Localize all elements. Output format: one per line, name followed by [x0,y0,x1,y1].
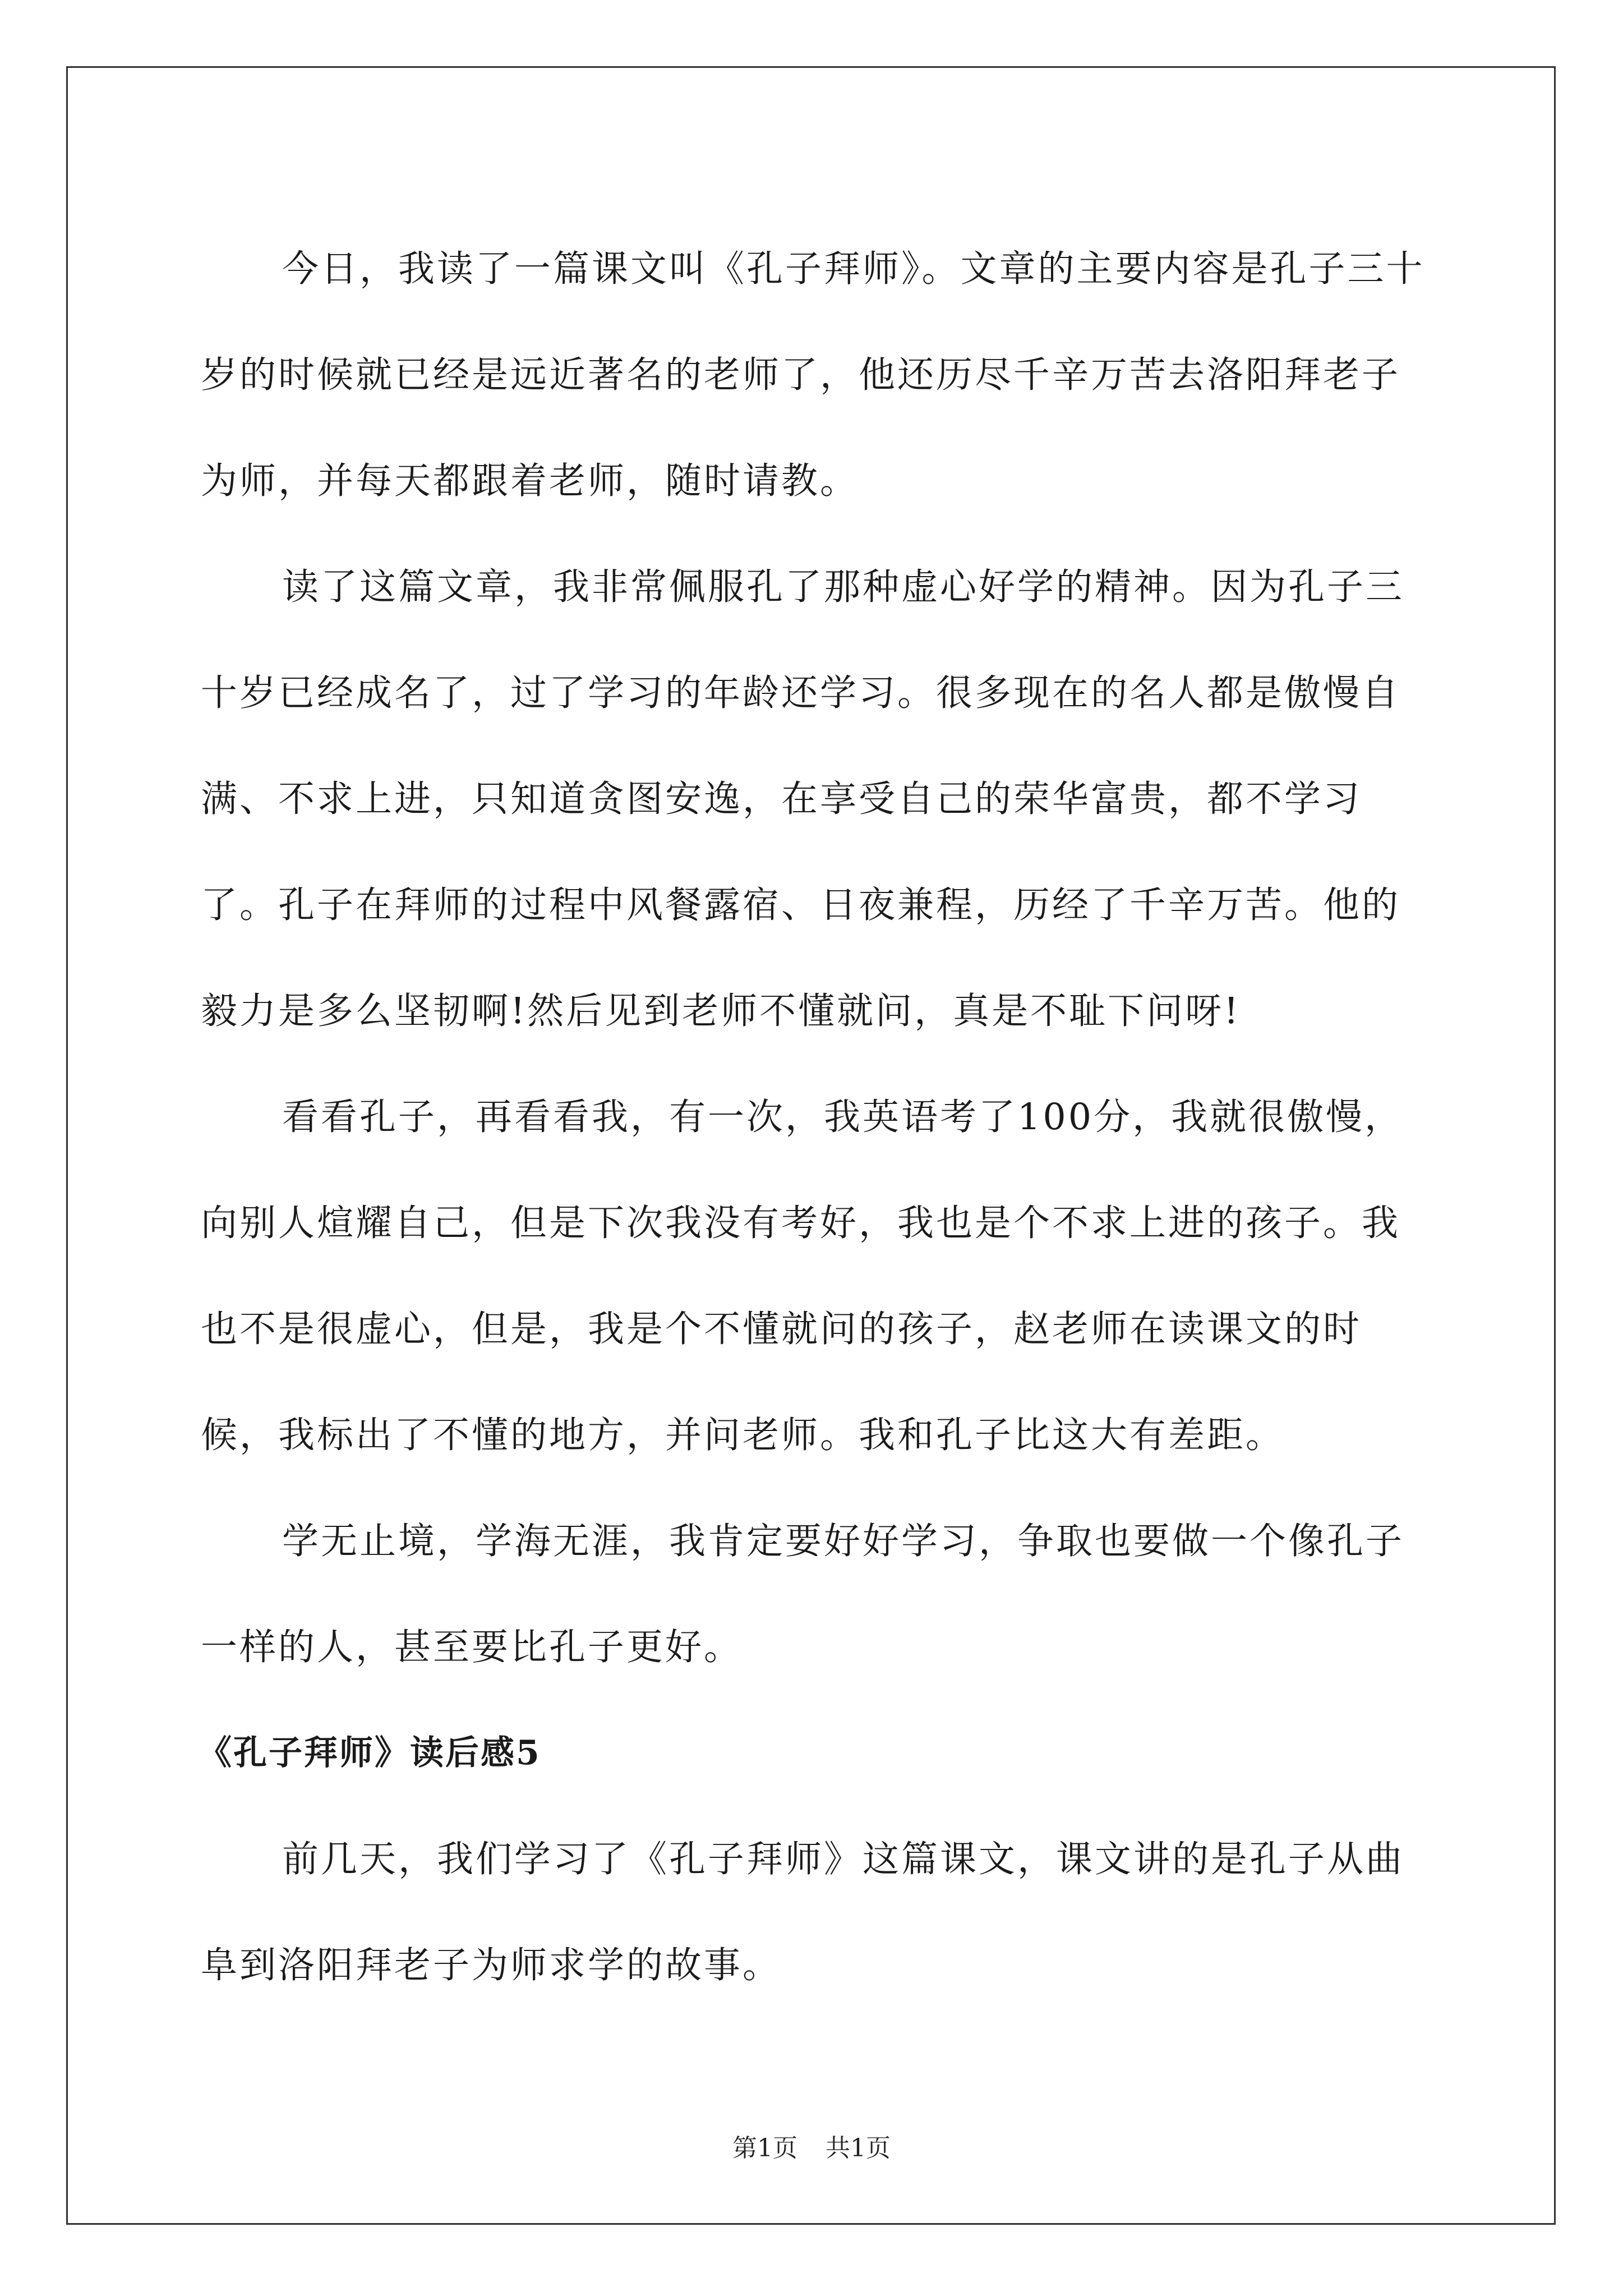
section-heading: 《孔子拜师》读后感5 [198,1733,541,1773]
page-total: 共1页 [826,2134,891,2162]
paragraph-1: 今日，我读了一篇课文叫《孔子拜师》。文章的主要内容是孔子三十岁的时候就已经是远近著名的老师了，他还历尽千辛万苦去洛阳拜老子为师，并每天都跟着老师，随时请教。 [201,248,1425,502]
document-body [198,216,1435,2018]
section-paragraph-1: 前几天，我们学习了《孔子拜师》这篇课文，课文讲的是孔子从曲阜到洛阳拜老子为师求学的故事。 [201,1838,1405,1986]
paragraph-3: 看看孔子，再看看我，有一次，我英语考了100分，我就很傲慢，向别人煊耀自己，但是下次我没有考好，我也是个不求上进的孩子。我也不是很虚心，但是，我是个不懂就问的孩子，赵老师在读课文的时候，我标出了不懂的地方，并问老师。我和孔子比这大有差距。 [201,1096,1404,1456]
page-footer [0,2132,1623,2165]
paragraph-4: 学无止境，学海无涯，我肯定要好好学习，争取也要做一个像孔子一样的人，甚至要比孔子更好。 [201,1520,1405,1668]
paragraph-2: 读了这篇文章，我非常佩服孔了那种虚心好学的精神。因为孔子三十岁已经成名了，过了学习的年龄还学习。很多现在的名人都是傲慢自满、不求上进，只知道贪图安逸，在享受自己的荣华富贵，都不学习了。孔子在拜师的过程中风餐露宿、日夜兼程，历经了千辛万苦。他的毅力是多么坚韧啊!然后见到老师不懂就问，真是不耻下问呀! [201,566,1405,1032]
page-number: 第1页 [732,2134,797,2162]
